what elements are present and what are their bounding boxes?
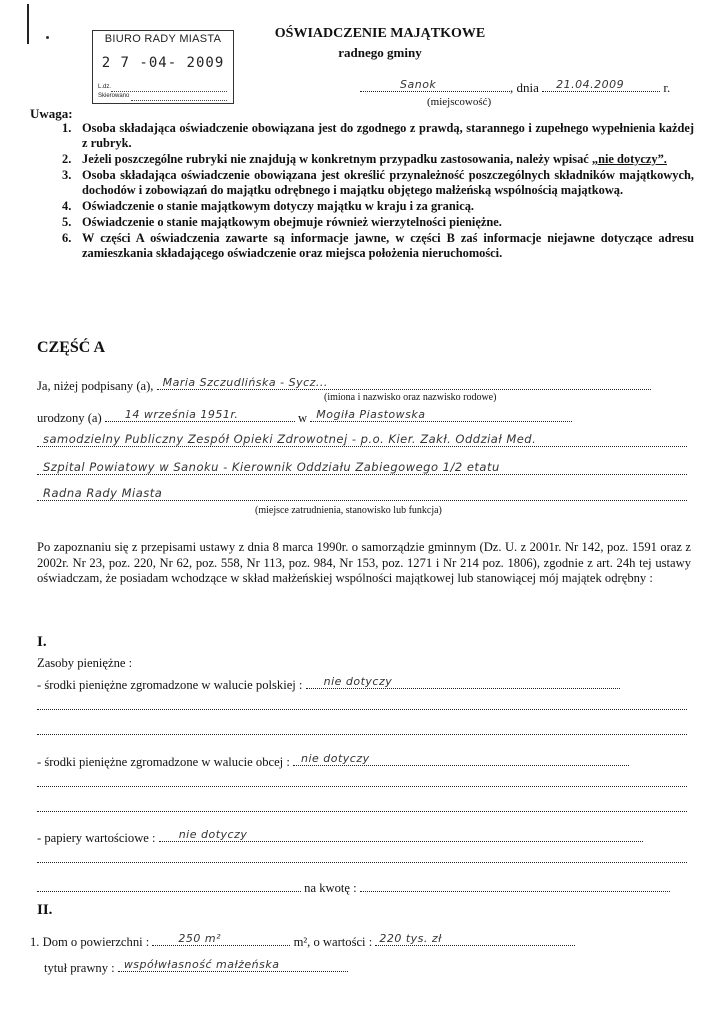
note-item: 3. Osoba składająca oświadczenie obowiązana jest określić przynależność poszczególnych składników majątkowych, dochodów i zobowiązań do majątku odrębnego i majątku objętego małżeńską wspólnością majątkową. [62,168,694,197]
date-value: 21.04.2009 [556,78,625,91]
employment-line: samodzielny Publiczny Zespół Opieki Zdrowotnej - p.o. Kier. Zakł. Oddział Med. [37,430,687,447]
dotted-line [37,861,687,863]
declarant-name-value: Maria Szczudlińska - Sycz... [162,376,328,389]
pln-value: nie dotyczy [323,675,393,688]
house-m2-label: m², o wartości : [293,935,373,949]
securities-row [37,828,643,846]
note-item: 1. Osoba składająca oświadczenie obowiązana jest do zgodnego z prawdą, starannego i zupełnego wypełnienia każdej z rubryk. [62,121,694,150]
title-label: tytuł prawny : [44,961,115,975]
stamp-title: BIURO RADY MIASTA [104,33,222,45]
amount-field [360,878,670,892]
zasoby-label: Zasoby pieniężne : [37,656,133,670]
pln-row [37,675,620,693]
dotted-line [37,733,687,735]
place-date-line [360,78,670,96]
intro-paragraph: Po zapoznaniu się z przepisami ustawy z dnia 8 marca 1990r. o samorządzie gminnym (Dz. U. z 2001r. Nr 142, poz. 1591 oraz z 2002r. Nr 23, poz. 220, Nr 62, poz. 558, Nr 113, poz. 984, Nr 153, poz. 1271 i Nr 214 poz. 1806), zgodnie z art. 24h tej ustawy oświadczam, że posiadam wchodzące w skład małżeńskiej wspólności majątkowej lub stanowiącej mój majątek odrębny : [37,540,691,585]
foreign-value: nie dotyczy [300,752,370,765]
note-item: 2. Jeżeli poszczególne rubryki nie znajdują w konkretnym przypadku zastosowania, należy wpisać „nie dotyczy”. [62,152,667,166]
birth-date-value: 14 września 1951r. [124,408,239,421]
stamp-skierowano-label: Skierowano [98,93,130,99]
note-item: 4. Oświadczenie o stanie majątkowym dotyczy majątku w kraju i za granicą. [62,199,474,213]
birth-row [37,408,572,426]
employment-caption: (miejsce zatrudnienia, stanowisko lub funkcja) [255,505,442,516]
house-label: 1. Dom o powierzchni : [30,935,150,949]
dotted-line [37,810,687,812]
securities-field [159,828,643,842]
place-field [360,78,510,92]
foreign-label: - środki pieniężne zgromadzone w walucie obcej : [37,755,290,769]
place-value: Sanok [400,78,437,91]
notes-list [62,121,694,262]
house-value: 220 tys. zł [379,932,442,945]
house-area-field [152,932,290,946]
house-area-value: 250 m² [178,932,222,945]
pln-label: - środki pieniężne zgromadzone w walucie polskiej : [37,678,303,692]
employment-line: Szpital Powiatowy w Sanoku - Kierownik Oddziału Zabiegowego 1/2 etatu [37,458,687,475]
stamp-ldz-label: L.dz. [98,84,112,90]
title-value: współwłasność małżeńska [123,958,280,971]
note-item: 5. Oświadczenie o stanie majątkowym obejmuje również wierzytelności pieniężne. [62,215,502,229]
document-subtitle: radnego gminy [338,45,422,60]
notes-label: Uwaga: [30,106,73,121]
foreign-field [293,752,629,766]
date-field [542,78,660,92]
foreign-row [37,752,629,770]
title-row [44,958,348,976]
securities-value: nie dotyczy [178,828,248,841]
amount-leading-dots [37,878,301,892]
declarant-name-field [157,376,651,390]
binder-line [27,4,29,44]
house-row [30,932,575,950]
document-title: OŚWIADCZENIE MAJĄTKOWE [274,26,486,41]
place-caption: (miejscowość) [427,96,492,108]
stamp-date: 2 7 -04- 2009 [101,55,225,71]
pln-field [306,675,620,689]
born-label: urodzony (a) [37,411,102,425]
birth-date-field [105,408,295,422]
part-a-heading: CZĘŚĆ A [37,339,106,356]
title-field [118,958,348,972]
stamp-skierowano-line [131,100,227,101]
birth-place-value: Mogiła Piastowska [316,408,426,421]
dnia-label: , dnia [510,80,539,95]
dotted-line [37,708,687,710]
binder-dot [46,36,49,39]
amount-row [37,878,670,896]
received-stamp [92,30,234,104]
birth-w-label: w [298,411,308,425]
amount-label: na kwotę : [304,881,357,895]
section-2-heading: II. [37,902,53,918]
year-suffix: r. [663,80,671,95]
nie-dotyczy-emphasis: „nie dotyczy”. [591,152,667,166]
dotted-line [37,785,687,787]
birth-place-field [310,408,572,422]
employment-line: Radna Rady Miasta [37,484,687,501]
note-item: 6. W części A oświadczenia zawarte są informacje jawne, w części B zaś informacje niejawne dotyczące adresu zamieszkania składającego oświadczenie oraz miejsca położenia nieruchomości. [62,231,694,260]
securities-label: - papiery wartościowe : [37,831,156,845]
stamp-ldz-line [111,91,227,92]
house-value-field [375,932,575,946]
name-caption: (imiona i nazwisko oraz nazwisko rodowe) [324,392,497,403]
section-1-heading: I. [37,634,47,650]
declarant-label: Ja, niżej podpisany (a), [37,379,154,393]
